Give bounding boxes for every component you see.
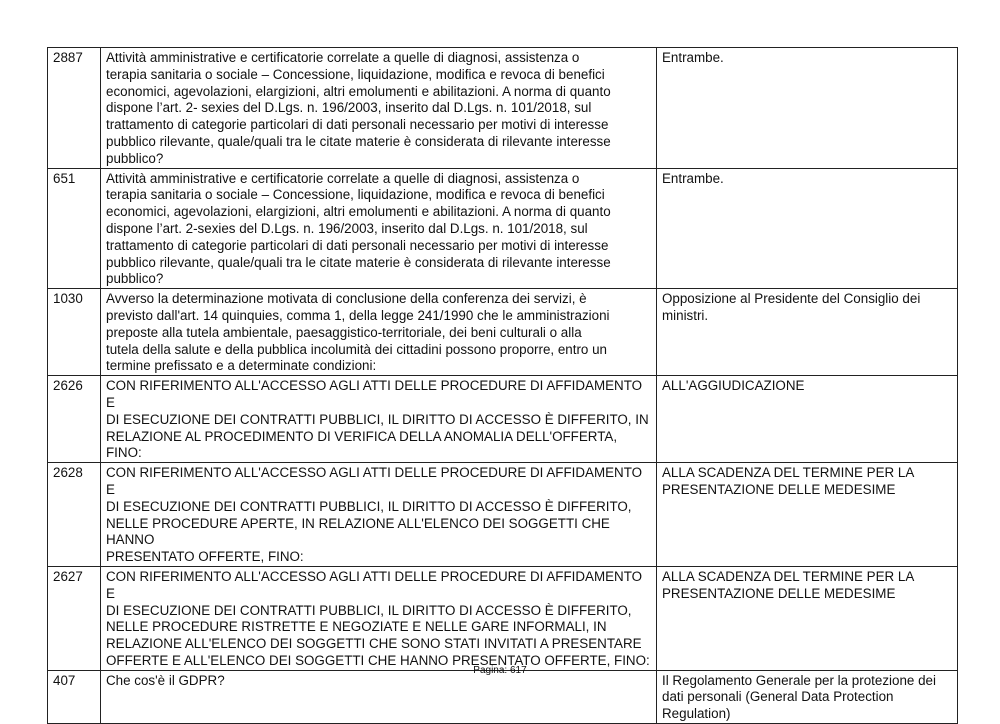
- question-line: RELAZIONE ALL'ELENCO DEI SOGGETTI CHE SONO STATI INVITATI A PRESENTARE: [106, 636, 642, 652]
- answer-line: Il Regolamento Generale per la protezione dei: [662, 672, 936, 688]
- question-id: 2887: [48, 48, 101, 169]
- question-line: DI ESECUZIONE DEI CONTRATTI PUBBLICI, IL DIRITTO DI ACCESSO È DIFFERITO,: [106, 602, 632, 618]
- question-line: pubblico rilevante, quale/quali tra le citate materie è considerata di rilevante interesse: [106, 254, 611, 270]
- answer-text: [657, 670, 958, 723]
- answer-text: [657, 376, 958, 463]
- answer-line: dati personali (General Data Protection: [662, 689, 894, 705]
- question-line: Avverso la determinazione motivata di conclusione della conferenza dei servizi, è: [106, 291, 587, 307]
- question-line: NELLE PROCEDURE RISTRETTE E NEGOZIATE E NELLE GARE INFORMALI, IN: [106, 619, 607, 635]
- answer-line: Entrambe.: [662, 170, 724, 186]
- question-id: 2627: [48, 566, 101, 670]
- question-line: termine prefissato e a determinate condizioni:: [106, 358, 377, 374]
- question-text: [101, 168, 657, 289]
- question-line: OFFERTE E ALL'ELENCO DEI SOGGETTI CHE HANNO PRESENTATO OFFERTE, FINO:: [106, 652, 650, 668]
- table-row: [48, 376, 958, 463]
- page-number: Pagina: 617: [473, 665, 527, 676]
- question-line: economici, agevolazioni, elargizioni, altri emolumenti e abilitazioni. A norma di quanto: [106, 204, 611, 220]
- answer-line: ALLA SCADENZA DEL TERMINE PER LA: [662, 465, 915, 481]
- question-line: pubblico rilevante, quale/quali tra le citate materie è considerata di rilevante interesse: [106, 133, 611, 149]
- question-id: 651: [48, 168, 101, 289]
- answer-text: [657, 566, 958, 670]
- question-line: trattamento di categorie particolari di dati personali necessario per motivi di interesse: [106, 237, 609, 253]
- question-line: CON RIFERIMENTO ALL'ACCESSO AGLI ATTI DELLE PROCEDURE DI AFFIDAMENTO E: [106, 465, 643, 497]
- table-body: [48, 48, 958, 724]
- table-row: [48, 670, 958, 723]
- question-line: PRESENTATO OFFERTE, FINO:: [106, 549, 304, 565]
- answer-text: [657, 48, 958, 169]
- answer-line: ALL'AGGIUDICAZIONE: [662, 378, 805, 394]
- answer-text: [657, 463, 958, 567]
- question-text: [101, 376, 657, 463]
- question-line: preposte alla tutela ambientale, paesaggistico-territoriale, dei beni culturali o alla: [106, 324, 582, 340]
- question-line: DI ESECUZIONE DEI CONTRATTI PUBBLICI, IL DIRITTO DI ACCESSO È DIFFERITO, IN: [106, 411, 649, 427]
- question-text: [101, 463, 657, 567]
- question-line: pubblico?: [106, 271, 164, 287]
- table-row: [48, 289, 958, 376]
- question-line: terapia sanitaria o sociale – Concessione, liquidazione, modifica e revoca di benefici: [106, 66, 605, 82]
- question-line: dispone l’art. 2-sexies del D.Lgs. n. 196/2003, inserito dal D.Lgs. n. 101/2018, sul: [106, 220, 588, 236]
- question-text: [101, 48, 657, 169]
- question-text: [101, 289, 657, 376]
- question-line: previsto dall'art. 14 quinquies, comma 1, della legge 241/1990 che le amministrazioni: [106, 307, 610, 323]
- table-row: [48, 48, 958, 169]
- question-line: economici, agevolazioni, elargizioni, altri emolumenti e abilitazioni. A norma di quanto: [106, 83, 611, 99]
- question-id: 2628: [48, 463, 101, 567]
- question-line: terapia sanitaria o sociale – Concessione, liquidazione, modifica e revoca di benefici: [106, 187, 605, 203]
- question-line: RELAZIONE AL PROCEDIMENTO DI VERIFICA DELLA ANOMALIA DELL'OFFERTA, FINO:: [106, 428, 618, 461]
- question-text: [101, 670, 657, 723]
- question-text: [101, 566, 657, 670]
- table-row: [48, 168, 958, 289]
- question-id: 407: [48, 670, 101, 723]
- question-line: CON RIFERIMENTO ALL'ACCESSO AGLI ATTI DELLE PROCEDURE DI AFFIDAMENTO E: [106, 378, 643, 410]
- answer-line: ALLA SCADENZA DEL TERMINE PER LA: [662, 568, 915, 584]
- question-id: 2626: [48, 376, 101, 463]
- question-line: Attività amministrative e certificatorie correlate a quelle di diagnosi, assistenza o: [106, 170, 580, 186]
- answer-text: [657, 168, 958, 289]
- answer-line: ministri.: [662, 307, 709, 323]
- answer-line: Regulation): [662, 706, 731, 722]
- question-id: 1030: [48, 289, 101, 376]
- answer-line: Entrambe.: [662, 50, 724, 65]
- table-row: [48, 463, 958, 567]
- answer-line: Opposizione al Presidente del Consiglio dei: [662, 291, 921, 307]
- question-line: trattamento di categorie particolari di dati personali necessario per motivi di interesse: [106, 117, 609, 133]
- question-line: Che cos'è il GDPR?: [106, 672, 225, 688]
- table-row: [48, 566, 958, 670]
- question-line: dispone l’art. 2- sexies del D.Lgs. n. 196/2003, inserito dal D.Lgs. n. 101/2018, sul: [106, 100, 592, 116]
- question-line: CON RIFERIMENTO ALL'ACCESSO AGLI ATTI DELLE PROCEDURE DI AFFIDAMENTO E: [106, 568, 643, 601]
- question-line: tutela della salute e della pubblica incolumità dei cittadini possono proporre, entro un: [106, 341, 607, 357]
- question-line: NELLE PROCEDURE APERTE, IN RELAZIONE ALL'ELENCO DEI SOGGETTI CHE HANNO: [106, 515, 610, 548]
- answer-line: PRESENTAZIONE DELLE MEDESIME: [662, 585, 896, 601]
- question-answer-table: [47, 47, 958, 724]
- answer-line: PRESENTAZIONE DELLE MEDESIME: [662, 481, 896, 497]
- question-line: Attività amministrative e certificatorie correlate a quelle di diagnosi, assistenza o: [106, 50, 580, 65]
- question-line: pubblico?: [106, 150, 164, 166]
- question-line: DI ESECUZIONE DEI CONTRATTI PUBBLICI, IL DIRITTO DI ACCESSO È DIFFERITO,: [106, 498, 632, 514]
- answer-text: [657, 289, 958, 376]
